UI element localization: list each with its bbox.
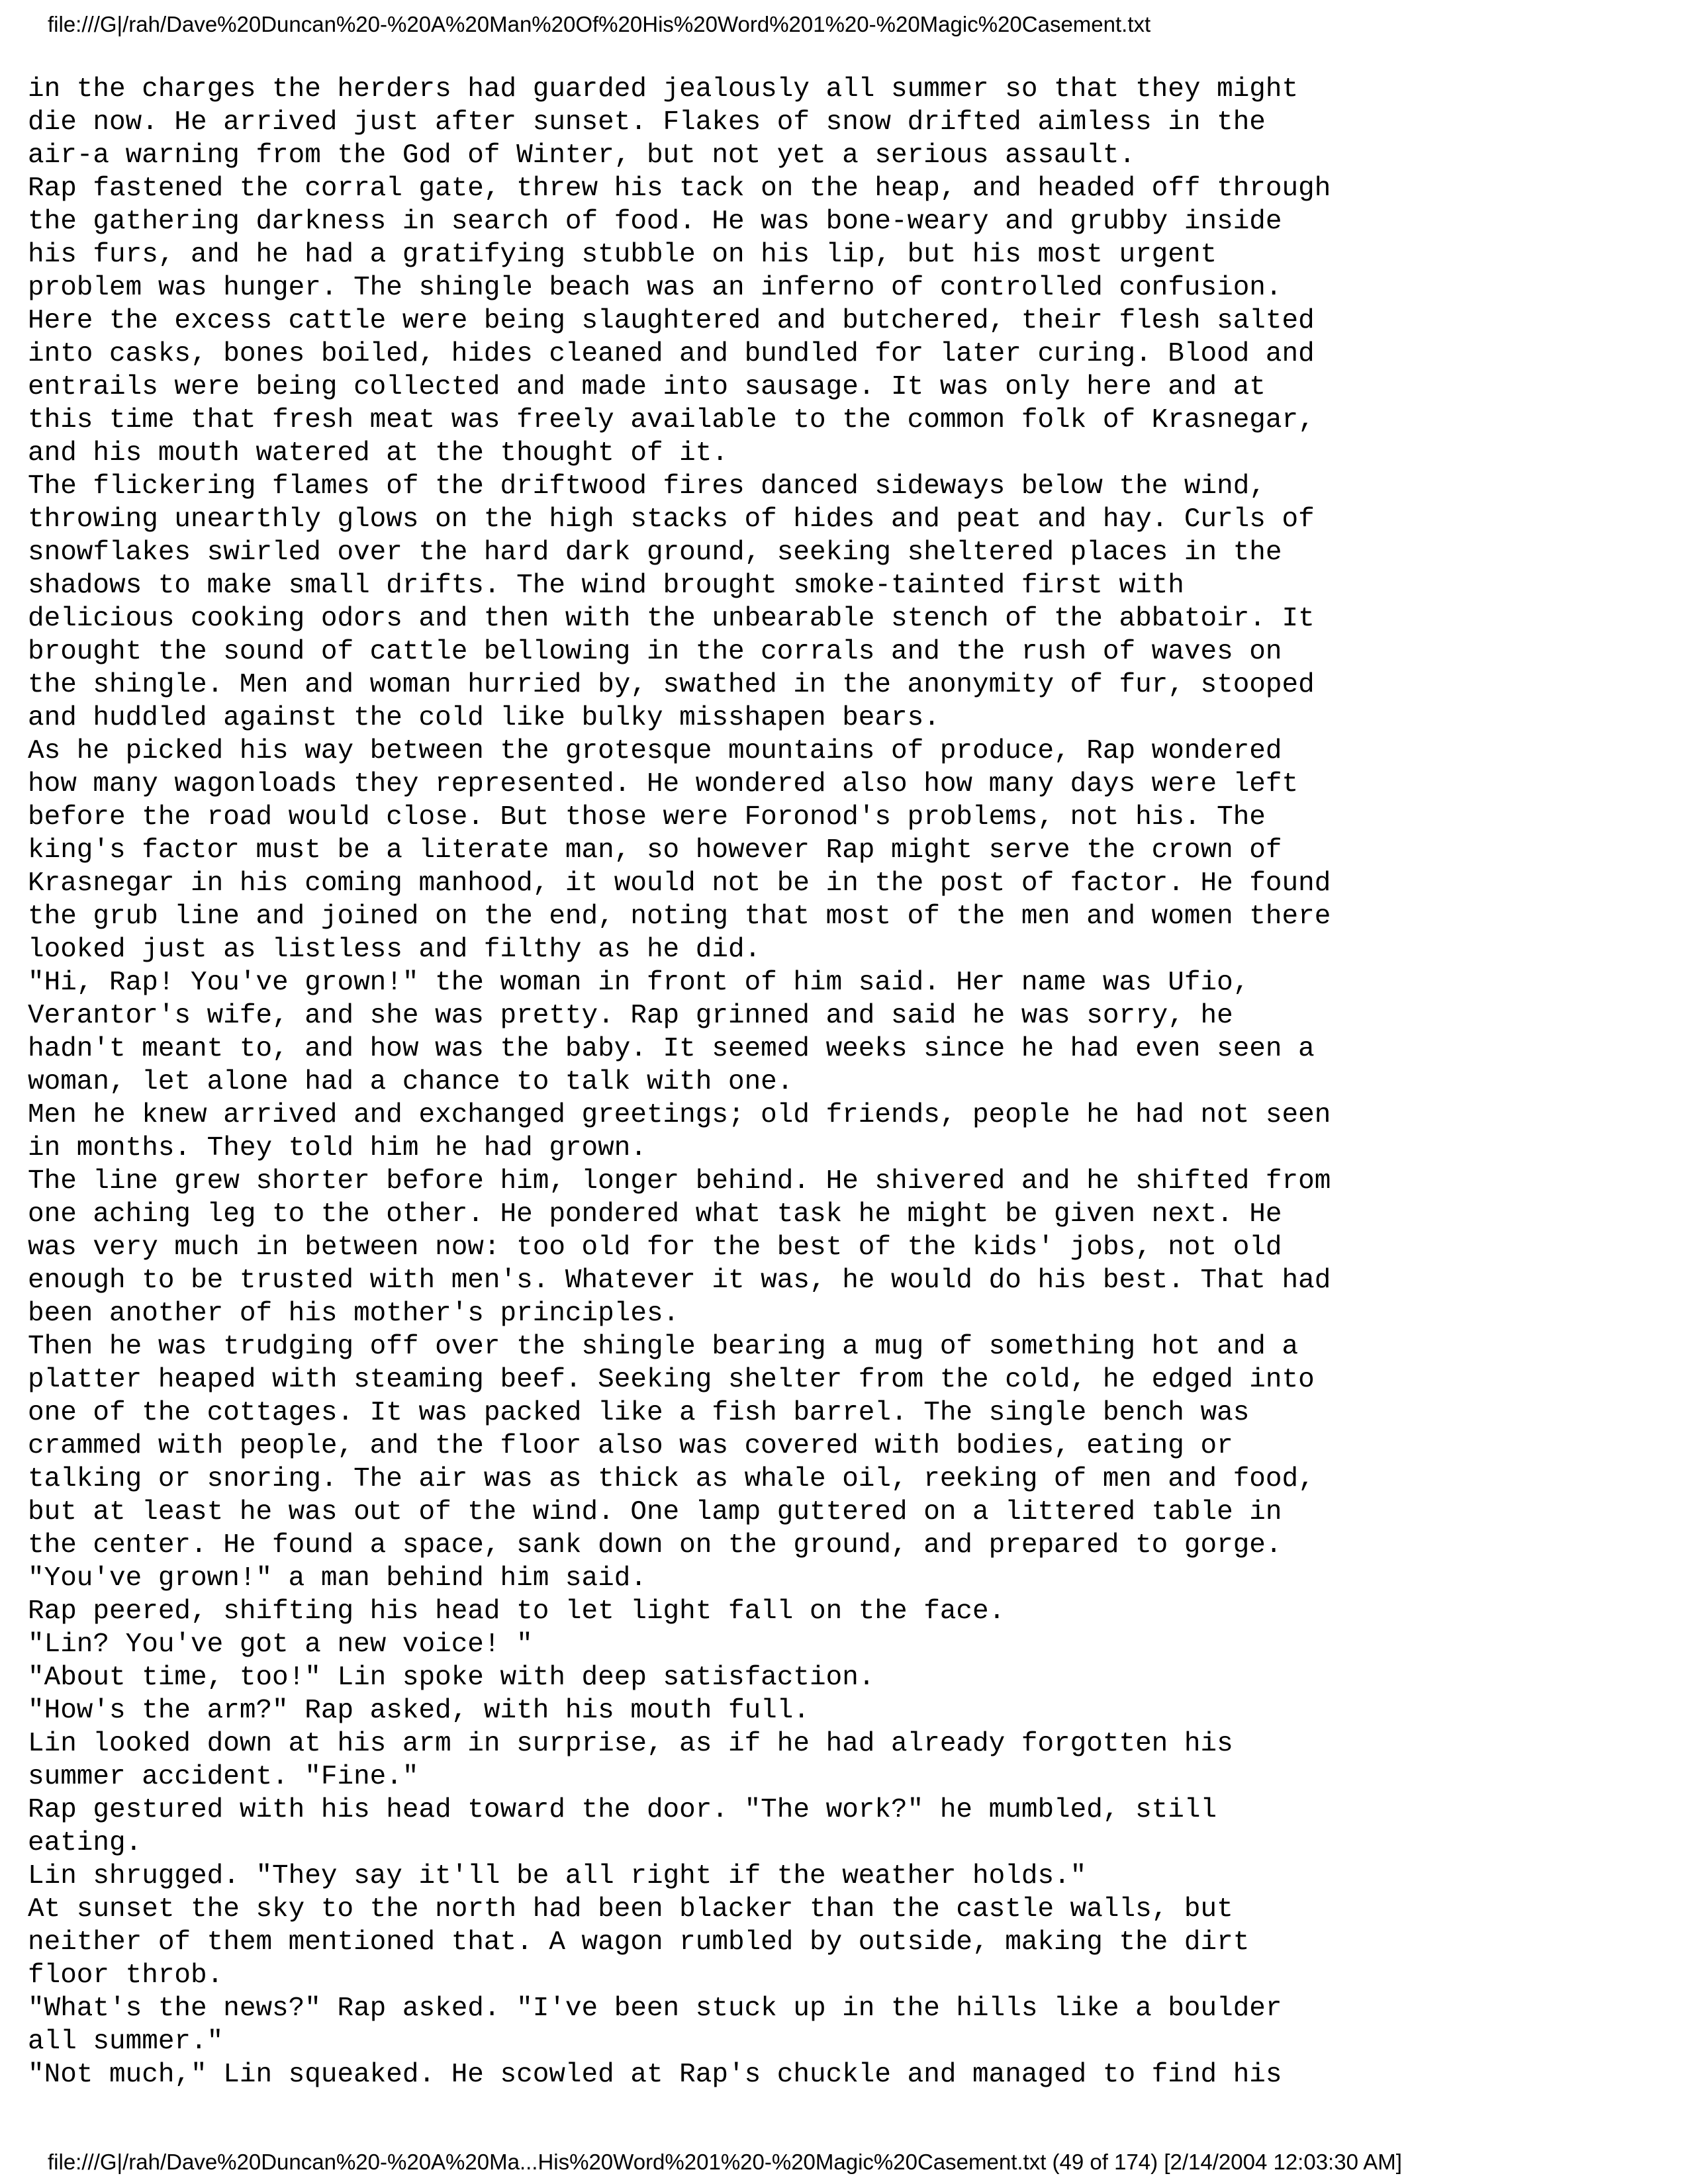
text-line: before the road would close. But those were Foronod's problems, not his. The — [28, 802, 1266, 833]
text-line: "About time, too!" Lin spoke with deep satisfaction. — [28, 1662, 875, 1693]
text-line: the shingle. Men and woman hurried by, swathed in the anonymity of fur, stooped — [28, 670, 1315, 700]
text-line: all summer." — [28, 2026, 224, 2057]
text-line: king's factor must be a literate man, so however Rap might serve the crown of — [28, 835, 1282, 866]
text-line: "Not much," Lin squeaked. He scowled at Rap's chuckle and managed to find his — [28, 2060, 1282, 2090]
text-line: Verantor's wife, and she was pretty. Rap grinned and said he was sorry, he — [28, 1001, 1233, 1031]
text-line: Rap peered, shifting his head to let light fall on the face. — [28, 1596, 1006, 1627]
text-line: the center. He found a space, sank down on the ground, and prepared to gorge. — [28, 1530, 1282, 1561]
text-line: throwing unearthly glows on the high stacks of hides and peat and hay. Curls of — [28, 504, 1315, 535]
text-line: woman, let alone had a chance to talk with one. — [28, 1067, 794, 1097]
text-line: but at least he was out of the wind. One lamp guttered on a littered table in — [28, 1497, 1282, 1527]
text-line: in the charges the herders had guarded jealously all summer so that they might — [28, 74, 1299, 105]
text-line: the gathering darkness in search of food. He was bone-weary and grubby inside — [28, 206, 1282, 237]
text-line: talking or snoring. The air was as thick as whale oil, reeking of men and food, — [28, 1464, 1315, 1494]
text-line: die now. He arrived just after sunset. Flakes of snow drifted aimless in the — [28, 107, 1266, 138]
text-line: Rap fastened the corral gate, threw his tack on the heap, and headed off through — [28, 173, 1331, 204]
text-line: Then he was trudging off over the shingle bearing a mug of something hot and a — [28, 1332, 1299, 1362]
text-line: his furs, and he had a gratifying stubble on his lip, but his most urgent — [28, 240, 1217, 270]
text-line: Lin looked down at his arm in surprise, as if he had already forgotten his — [28, 1729, 1233, 1759]
text-line: Lin shrugged. "They say it'll be all right if the weather holds." — [28, 1861, 1087, 1891]
text-line: one aching leg to the other. He pondered what task he might be given next. He — [28, 1199, 1282, 1230]
text-line: in months. They told him he had grown. — [28, 1133, 647, 1163]
text-line: enough to be trusted with men's. Whatever it was, he would do his best. That had — [28, 1265, 1331, 1296]
text-line: into casks, bones boiled, hides cleaned and bundled for later curing. Blood and — [28, 339, 1315, 369]
page-header-url: file:///G|/rah/Dave%20Duncan%20-%20A%20Man%20Of%20His%20Word%201%20-%20Magic%20Casement.txt — [48, 12, 1151, 36]
text-line: floor throb. — [28, 1960, 224, 1991]
text-line: "What's the news?" Rap asked. "I've been stuck up in the hills like a boulder — [28, 1993, 1282, 2024]
text-line: "How's the arm?" Rap asked, with his mouth full. — [28, 1696, 810, 1726]
text-line: this time that fresh meat was freely available to the common folk of Krasnegar, — [28, 405, 1315, 435]
text-line: Men he knew arrived and exchanged greetings; old friends, people he had not seen — [28, 1100, 1331, 1130]
text-line: platter heaped with steaming beef. Seeking shelter from the cold, he edged into — [28, 1365, 1315, 1395]
text-line: Rap gestured with his head toward the door. "The work?" he mumbled, still — [28, 1795, 1217, 1825]
text-line: hadn't meant to, and how was the baby. It seemed weeks since he had even seen a — [28, 1034, 1315, 1064]
text-line: looked just as listless and filthy as he did. — [28, 934, 761, 965]
text-line: snowflakes swirled over the hard dark ground, seeking sheltered places in the — [28, 537, 1282, 568]
text-line: Here the excess cattle were being slaughtered and butchered, their flesh salted — [28, 306, 1315, 336]
text-line: The flickering flames of the driftwood fires danced sideways below the wind, — [28, 471, 1266, 502]
text-line: shadows to make small drifts. The wind brought smoke-tainted first with — [28, 570, 1184, 601]
page-footer-url: file:///G|/rah/Dave%20Duncan%20-%20A%20Ma...His%20Word%201%20-%20Magic%20Casement.txt (49 of 174) [2/14/2004 12:03:30 AM] — [48, 2150, 1402, 2174]
text-line: the grub line and joined on the end, noting that most of the men and women there — [28, 901, 1331, 932]
text-line: "You've grown!" a man behind him said. — [28, 1563, 647, 1594]
text-line: and his mouth watered at the thought of it. — [28, 438, 728, 469]
text-line: was very much in between now: too old for the best of the kids' jobs, not old — [28, 1232, 1282, 1263]
text-line: entrails were being collected and made into sausage. It was only here and at — [28, 372, 1266, 402]
text-line: brought the sound of cattle bellowing in the corrals and the rush of waves on — [28, 637, 1282, 667]
text-line: "Lin? You've got a new voice! " — [28, 1629, 533, 1660]
text-line: how many wagonloads they represented. He wondered also how many days were left — [28, 769, 1299, 799]
text-line: neither of them mentioned that. A wagon rumbled by outside, making the dirt — [28, 1927, 1250, 1958]
text-line: "Hi, Rap! You've grown!" the woman in front of him said. Her name was Ufio, — [28, 968, 1250, 998]
text-line: The line grew shorter before him, longer behind. He shivered and he shifted from — [28, 1166, 1331, 1197]
text-line: delicious cooking odors and then with the unbearable stench of the abbatoir. It — [28, 604, 1315, 634]
text-line: problem was hunger. The shingle beach was an inferno of controlled confusion. — [28, 273, 1282, 303]
text-line: one of the cottages. It was packed like a fish barrel. The single bench was — [28, 1398, 1250, 1428]
text-line: been another of his mother's principles. — [28, 1298, 680, 1329]
text-line: At sunset the sky to the north had been blacker than the castle walls, but — [28, 1894, 1233, 1925]
text-line: eating. — [28, 1828, 142, 1858]
text-line: crammed with people, and the floor also was covered with bodies, eating or — [28, 1431, 1233, 1461]
text-line: As he picked his way between the grotesque mountains of produce, Rap wondered — [28, 736, 1282, 766]
text-line: and huddled against the cold like bulky misshapen bears. — [28, 703, 940, 733]
document-body — [28, 73, 1331, 2091]
text-line: air-a warning from the God of Winter, but not yet a serious assault. — [28, 140, 1136, 171]
text-line: summer accident. "Fine." — [28, 1762, 419, 1792]
text-line: Krasnegar in his coming manhood, it would not be in the post of factor. He found — [28, 868, 1331, 899]
